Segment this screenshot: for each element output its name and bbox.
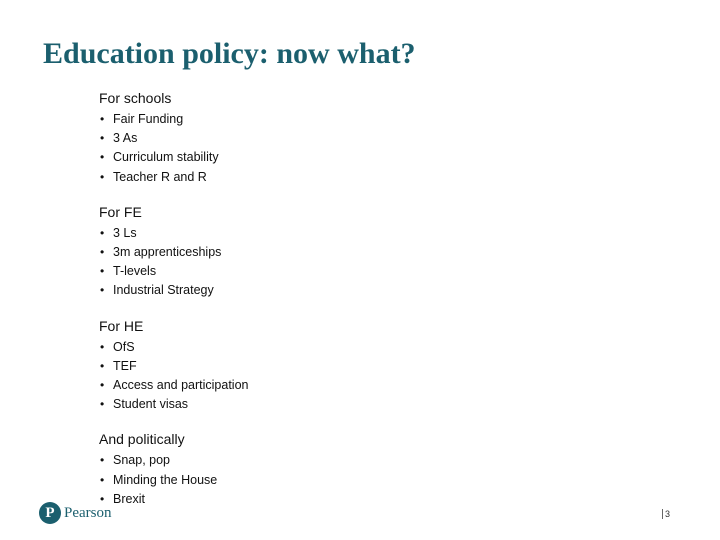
- bullet-list: [99, 110, 659, 187]
- slide-content: [99, 88, 659, 509]
- section-heading: For FE: [99, 203, 142, 220]
- list-item: [99, 110, 659, 129]
- list-item: [99, 168, 659, 187]
- list-item-text: 3 Ls: [113, 225, 137, 240]
- section-he: [99, 316, 659, 415]
- bullet-icon: •: [100, 358, 105, 373]
- list-item-text: Snap, pop: [113, 453, 170, 468]
- bullet-icon: •: [100, 453, 105, 468]
- page-number: 3: [662, 509, 670, 519]
- list-item: [99, 395, 659, 414]
- list-item-text: 3m apprenticeships: [113, 245, 222, 260]
- bullet-icon: •: [100, 245, 105, 260]
- list-item: [99, 262, 659, 281]
- bullet-icon: •: [100, 169, 105, 184]
- list-item-text: T-levels: [113, 264, 157, 279]
- bullet-icon: •: [100, 472, 105, 487]
- bullet-list: [99, 224, 659, 301]
- list-item: [99, 224, 659, 243]
- section-heading: For HE: [99, 317, 144, 334]
- bullet-icon: •: [100, 225, 105, 240]
- bullet-icon: •: [100, 491, 105, 506]
- list-item-text: Student visas: [113, 397, 189, 412]
- list-item: [99, 148, 659, 167]
- section-heading: For schools: [99, 90, 172, 106]
- bullet-list: [99, 451, 659, 509]
- list-item: [99, 376, 659, 395]
- list-item-text: Fair Funding: [113, 112, 184, 126]
- list-item: [99, 281, 659, 300]
- list-item-text: TEF: [113, 358, 137, 373]
- list-item: [99, 338, 659, 357]
- list-item: [99, 451, 659, 470]
- bullet-icon: •: [100, 131, 105, 146]
- bullet-icon: •: [100, 339, 105, 354]
- pearson-logo: [39, 502, 112, 524]
- list-item-text: Minding the House: [113, 472, 218, 487]
- bullet-icon: •: [100, 112, 105, 126]
- slide-title: Education policy: now what?: [43, 37, 416, 70]
- section-fe: [99, 202, 659, 301]
- list-item-text: Curriculum stability: [113, 150, 219, 165]
- bullet-icon: •: [100, 264, 105, 279]
- bullet-list: [99, 338, 659, 415]
- list-item-text: 3 As: [113, 131, 138, 146]
- list-item-text: Brexit: [113, 491, 145, 506]
- bullet-icon: •: [100, 378, 105, 393]
- bullet-icon: •: [100, 397, 105, 412]
- list-item: [99, 471, 659, 490]
- section-schools: [99, 88, 659, 187]
- bullet-icon: •: [100, 150, 105, 165]
- list-item-text: Access and participation: [113, 378, 249, 393]
- section-politically: [99, 429, 659, 509]
- list-item-text: OfS: [113, 339, 135, 354]
- list-item: [99, 129, 659, 148]
- pearson-p-icon: P: [39, 502, 61, 524]
- bullet-icon: •: [100, 283, 105, 298]
- list-item: [99, 243, 659, 262]
- section-heading: And politically: [99, 431, 185, 448]
- logo-wordmark: Pearson: [64, 504, 112, 521]
- list-item-text: Industrial Strategy: [113, 283, 214, 298]
- list-item: [99, 490, 659, 509]
- list-item: [99, 357, 659, 376]
- list-item-text: Teacher R and R: [113, 169, 207, 184]
